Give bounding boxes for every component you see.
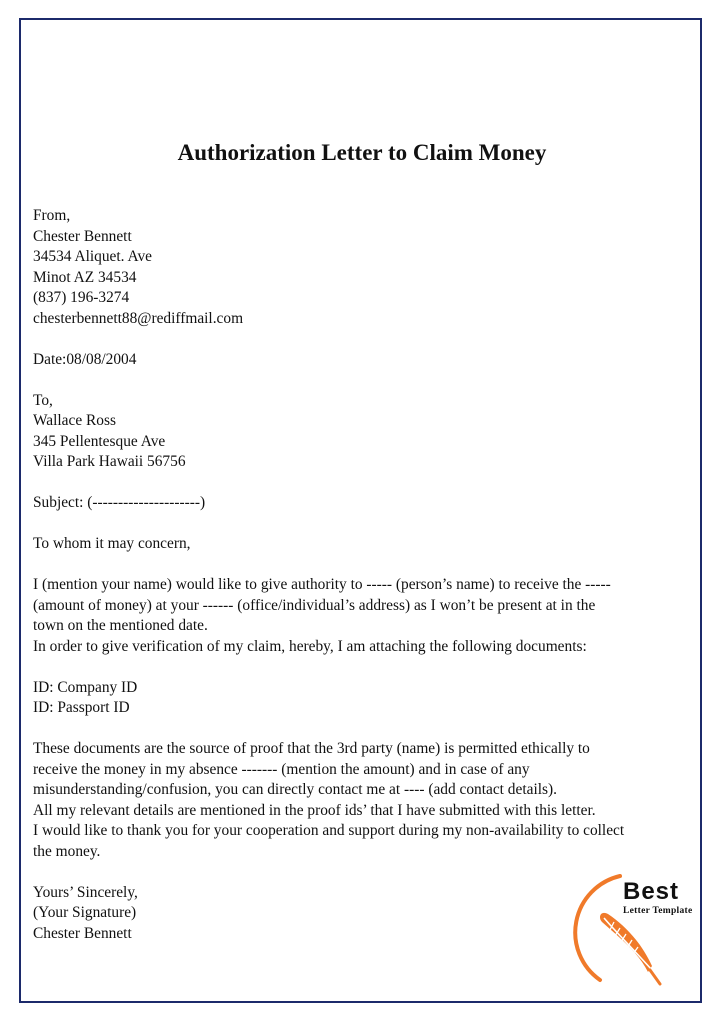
letter-title: Authorization Letter to Claim Money — [177, 140, 547, 165]
logo-subtitle: Letter Template — [623, 906, 693, 916]
paragraph-4: All my relevant details are mentioned in the proof ids’ that I have submitted with this letter. — [33, 801, 596, 819]
paragraph-5-line-2: the money. — [33, 842, 101, 860]
paragraph-2: In order to give verification of my claim, hereby, I am attaching the following documents: — [33, 637, 587, 655]
sender-email: chesterbennett88@rediffmail.com — [33, 309, 244, 327]
subject-line: Subject: (---------------------) — [33, 494, 206, 511]
id-item-company: ID: Company ID — [33, 678, 138, 696]
to-label: To, — [33, 391, 53, 409]
sender-city: Minot AZ 34534 — [33, 268, 137, 286]
paragraph-1-line-3: town on the mentioned date. — [33, 617, 208, 634]
paragraph-1-line-2: (amount of money) at your ------ (office/individual’s address) as I won’t be present at in the — [33, 596, 596, 614]
paragraph-3-line-3: misunderstanding/confusion, you can directly contact me at ---- (add contact details). — [33, 781, 557, 798]
recipient-city: Villa Park Hawaii 56756 — [33, 453, 186, 470]
sign-off: Yours’ Sincerely, — [33, 883, 138, 901]
signer-name: Chester Bennett — [33, 924, 132, 942]
letter-body — [33, 206, 693, 944]
salutation: To whom it may concern, — [33, 535, 191, 552]
feather-icon — [600, 913, 660, 984]
recipient-street: 345 Pellentesque Ave — [33, 432, 166, 450]
paragraph-1-line-1: I (mention your name) would like to give authority to ----- (person’s name) to receive the ----- — [33, 576, 611, 593]
recipient-name: Wallace Ross — [33, 412, 116, 429]
paragraph-5-line-1: I would like to thank you for your cooperation and support during my non-availability to collect — [33, 822, 625, 839]
logo-wordmark: Best — [623, 878, 680, 905]
from-label: From, — [33, 207, 71, 224]
paragraph-3-line-1: These documents are the source of proof that the 3rd party (name) is permitted ethically to — [33, 740, 590, 757]
sender-phone: (837) 196-3274 — [33, 289, 130, 306]
letter-date: Date:08/08/2004 — [33, 350, 137, 368]
sender-street: 34534 Aliquet. Ave — [33, 248, 152, 265]
signature-placeholder: (Your Signature) — [33, 904, 137, 921]
sender-name: Chester Bennett — [33, 227, 132, 245]
paragraph-3-line-2: receive the money in my absence ------- (mention the amount) and in case of any — [33, 760, 530, 778]
id-item-passport: ID: Passport ID — [33, 699, 130, 716]
